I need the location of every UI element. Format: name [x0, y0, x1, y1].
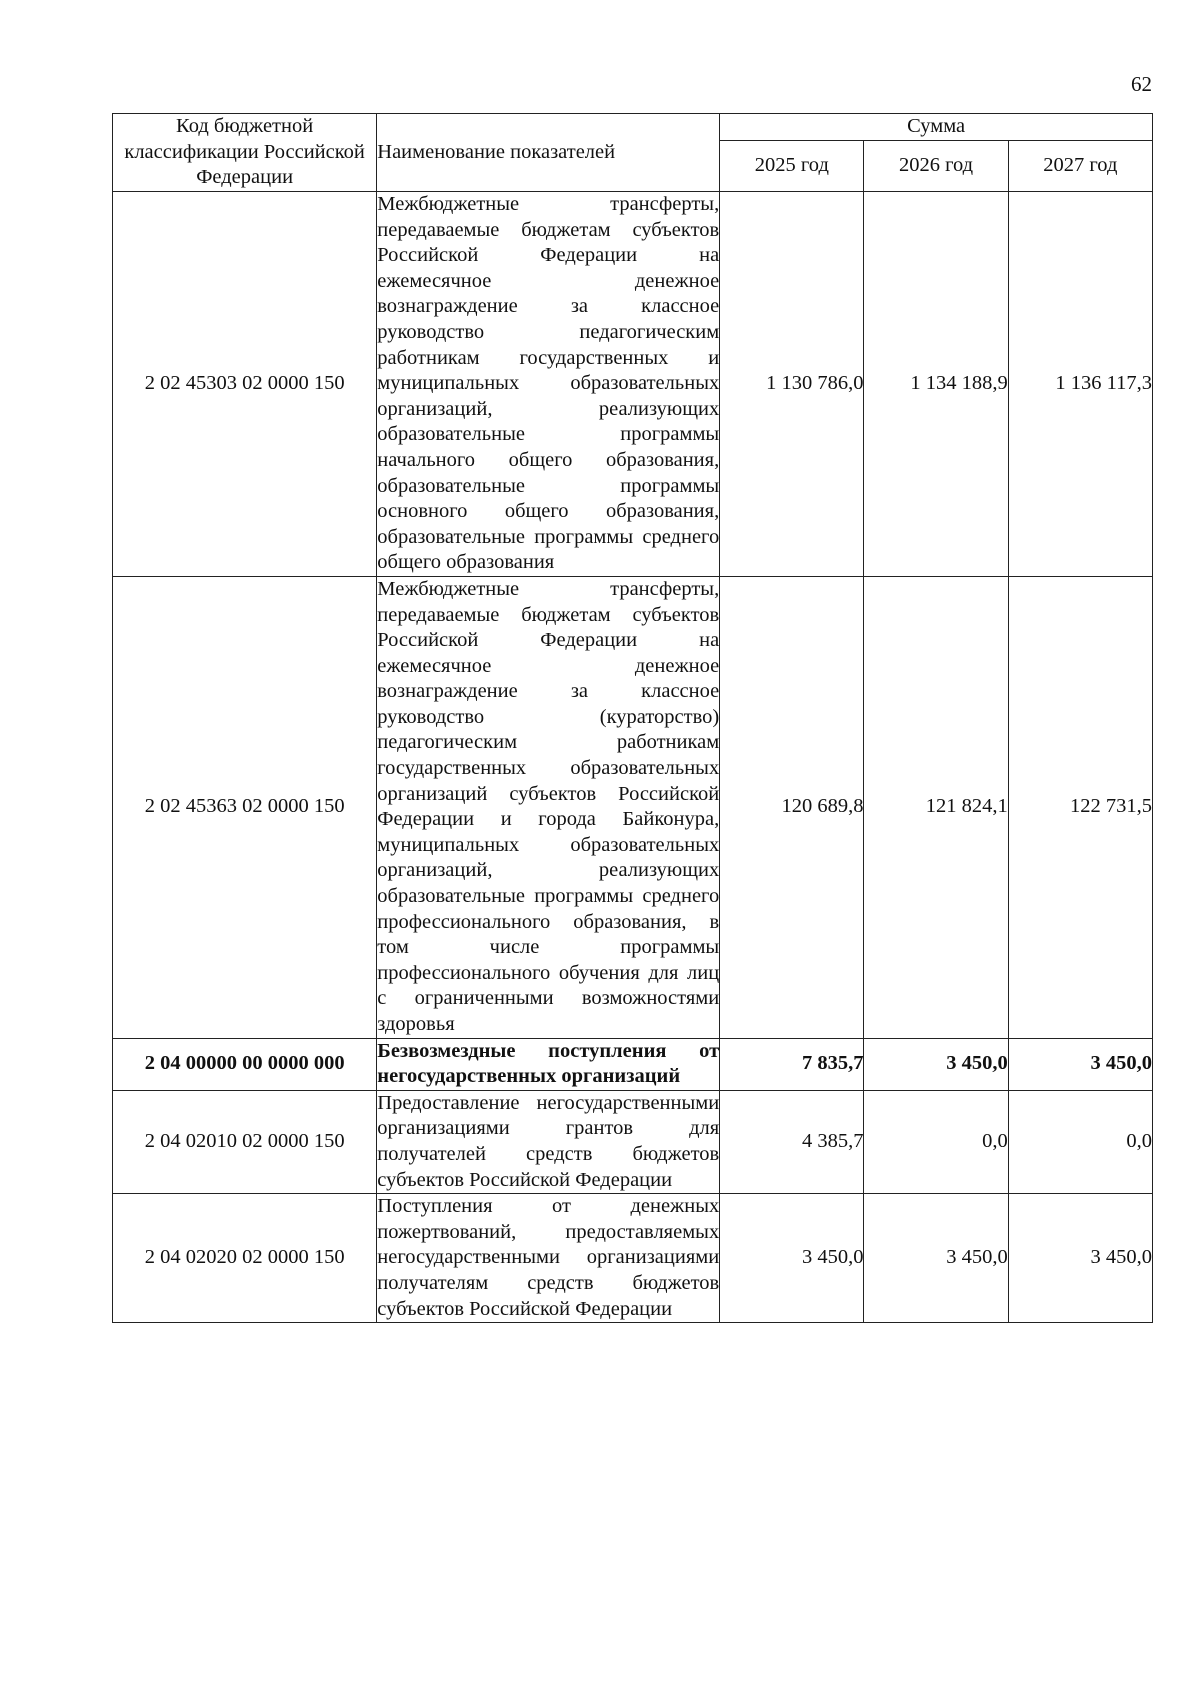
table-row [113, 576, 1153, 1038]
row-code: 2 02 45363 02 0000 150 [113, 576, 377, 1038]
header-year-2027: 2027 год [1008, 141, 1152, 192]
row-value-2027: 3 450,0 [1008, 1194, 1152, 1323]
header-year-2025: 2025 год [720, 141, 864, 192]
row-name: Безвозмездные поступления от негосударственных организаций [377, 1038, 720, 1090]
row-name: Межбюджетные трансферты, передаваемые бюджетам субъектов Российской Федерации на ежемесячное денежное вознаграждение за классное руководство педагогическим работникам государственных и муниципальных образовательных организаций, реализующих образовательные программы начального общего образования, образовательные программы основного общего образования, образовательные программы среднего общего образования [377, 192, 720, 577]
row-value-2025: 1 130 786,0 [720, 192, 864, 577]
table-header [113, 114, 1153, 192]
table-row [113, 1194, 1153, 1323]
row-value-2025: 3 450,0 [720, 1194, 864, 1323]
row-value-2027: 0,0 [1008, 1090, 1152, 1193]
row-code: 2 04 02010 02 0000 150 [113, 1090, 377, 1193]
row-value-2026: 1 134 188,9 [864, 192, 1008, 577]
table-row [113, 192, 1153, 577]
table-row-total [113, 1038, 1153, 1090]
row-value-2025: 120 689,8 [720, 576, 864, 1038]
page-number: 62 [1131, 72, 1152, 96]
header-year-2026: 2026 год [864, 141, 1008, 192]
row-value-2026: 3 450,0 [864, 1194, 1008, 1323]
row-name: Межбюджетные трансферты, передаваемые бюджетам субъектов Российской Федерации на ежемесячное денежное вознаграждение за классное руководство (кураторство) педагогическим работникам государственных образовательных организаций субъектов Российской Федерации и города Байконура, муниципальных образовательных организаций, реализующих образовательные программы среднего профессионального образования, в том числе программы профессионального обучения для лиц с ограниченными возможностями здоровья [377, 576, 720, 1038]
header-sum: Сумма [720, 114, 1153, 141]
budget-table [112, 113, 1153, 1323]
row-code: 2 04 00000 00 0000 000 [113, 1038, 377, 1090]
row-value-2025: 4 385,7 [720, 1090, 864, 1193]
row-code: 2 02 45303 02 0000 150 [113, 192, 377, 577]
row-value-2026: 121 824,1 [864, 576, 1008, 1038]
header-code: Код бюджетной классификации Российской Федерации [113, 114, 377, 192]
row-value-2027: 1 136 117,3 [1008, 192, 1152, 577]
table-body [113, 192, 1153, 1323]
row-name: Предоставление негосударственными организациями грантов для получателей средств бюджетов субъектов Российской Федерации [377, 1090, 720, 1193]
row-code: 2 04 02020 02 0000 150 [113, 1194, 377, 1323]
row-value-2026: 0,0 [864, 1090, 1008, 1193]
row-value-2025: 7 835,7 [720, 1038, 864, 1090]
row-name: Поступления от денежных пожертвований, предоставляемых негосударственными организациями получателям средств бюджетов субъектов Российской Федерации [377, 1194, 720, 1323]
table-row [113, 1090, 1153, 1193]
row-value-2026: 3 450,0 [864, 1038, 1008, 1090]
row-value-2027: 122 731,5 [1008, 576, 1152, 1038]
header-name: Наименование показателей [377, 114, 720, 192]
row-value-2027: 3 450,0 [1008, 1038, 1152, 1090]
